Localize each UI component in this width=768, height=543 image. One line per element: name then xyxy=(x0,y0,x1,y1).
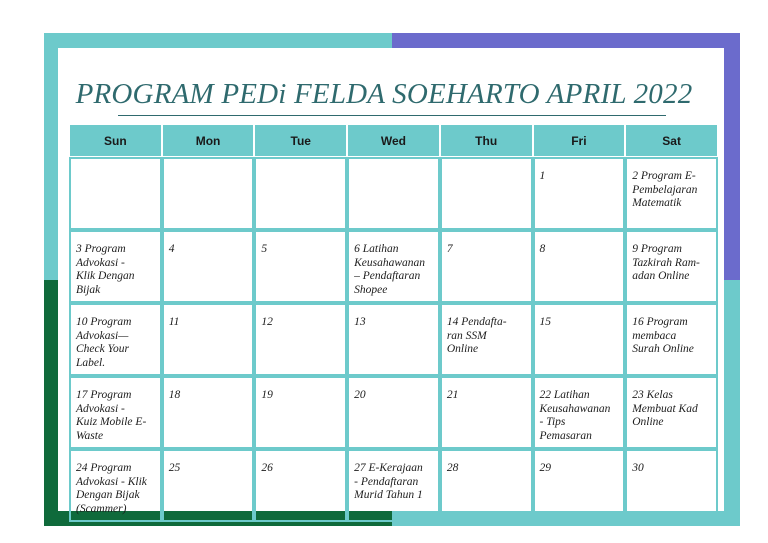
day-cell-text: 12 xyxy=(261,316,273,328)
day-cell xyxy=(533,157,626,230)
day-cell xyxy=(533,230,626,303)
day-cell-text: 9 Program Tazkirah Ram- adan Online xyxy=(632,243,700,283)
day-cell xyxy=(533,376,626,449)
calendar-grid xyxy=(69,124,718,522)
day-cell xyxy=(254,230,347,303)
day-cell-text: 27 E-Kerajaan - Pendaftaran Murid Tahun 1 xyxy=(354,462,423,502)
day-cell-text: 1 xyxy=(539,170,546,182)
week-row xyxy=(69,376,718,449)
day-cell xyxy=(254,157,347,230)
day-cell xyxy=(440,376,533,449)
day-cell-text xyxy=(164,159,253,170)
day-cell-text: 24 Program Advokasi - Klik Dengan Bijak (Scammer) xyxy=(76,462,147,515)
weekday-header: Wed xyxy=(347,124,440,157)
day-cell xyxy=(69,230,162,303)
day-cell xyxy=(625,303,718,376)
day-cell-text: 7 xyxy=(446,243,453,255)
day-cell-text: 17 Program Advokasi - Kuiz Mobile E- Waste xyxy=(76,389,147,442)
day-cell-text: 20 xyxy=(354,389,366,401)
day-cell-text: 21 xyxy=(446,389,459,401)
day-cell-text: 8 xyxy=(539,243,546,255)
week-row xyxy=(69,157,718,230)
day-cell xyxy=(254,376,347,449)
weekday-header: Fri xyxy=(533,124,626,157)
week-row xyxy=(69,449,718,522)
week-row xyxy=(69,303,718,376)
day-cell-text xyxy=(71,159,160,170)
day-cell xyxy=(69,157,162,230)
day-cell xyxy=(625,449,718,522)
day-cell xyxy=(162,157,255,230)
day-cell-text: 26 xyxy=(261,462,273,474)
day-cell xyxy=(69,449,162,522)
day-cell xyxy=(625,376,718,449)
day-cell xyxy=(347,157,440,230)
day-cell-text: 19 xyxy=(261,389,273,401)
day-cell xyxy=(254,303,347,376)
day-cell xyxy=(162,376,255,449)
day-cell-text xyxy=(349,159,438,170)
day-cell xyxy=(533,449,626,522)
day-cell xyxy=(347,303,440,376)
title-underline xyxy=(118,115,666,116)
day-cell-text: 6 Latihan Keusahawanan – Pendaftaran Shopee xyxy=(354,243,426,296)
day-cell xyxy=(440,303,533,376)
day-cell xyxy=(625,157,718,230)
day-cell xyxy=(162,449,255,522)
day-cell xyxy=(440,449,533,522)
day-cell xyxy=(533,303,626,376)
day-cell xyxy=(440,230,533,303)
day-cell-text: 16 Program membaca Surah Online xyxy=(632,316,694,356)
day-cell-text: 5 xyxy=(261,243,268,255)
day-cell-text: 18 xyxy=(168,389,181,401)
week-row xyxy=(69,230,718,303)
day-cell-text: 4 xyxy=(168,243,175,255)
day-cell xyxy=(347,449,440,522)
day-cell-text: 28 xyxy=(446,462,459,474)
day-cell-text xyxy=(256,159,345,170)
weekday-header: Mon xyxy=(162,124,255,157)
day-cell-text: 14 Pendafta- ran SSM Online xyxy=(446,316,507,356)
day-cell xyxy=(69,376,162,449)
day-cell-text: 10 Program Advokasi— Check Your Label. xyxy=(76,316,132,369)
day-cell-text: 25 xyxy=(168,462,181,474)
day-cell-text: 29 xyxy=(539,462,552,474)
day-cell-text xyxy=(442,159,531,170)
day-cell-text: 30 xyxy=(632,462,644,474)
weekday-header: Tue xyxy=(254,124,347,157)
day-cell-text: 13 xyxy=(354,316,366,328)
day-cell xyxy=(625,230,718,303)
day-cell-text: 11 xyxy=(168,316,180,328)
day-cell xyxy=(347,376,440,449)
weekday-header: Thu xyxy=(440,124,533,157)
day-cell-text: 15 xyxy=(539,316,552,328)
weekday-header: Sun xyxy=(69,124,162,157)
day-cell-text: 3 Program Advokasi - Klik Dengan Bijak xyxy=(76,243,135,296)
weekday-header-row xyxy=(69,124,718,157)
day-cell-text: 2 Program E- Pembelajaran Matematik xyxy=(632,170,698,210)
day-cell xyxy=(440,157,533,230)
day-cell xyxy=(162,303,255,376)
day-cell xyxy=(69,303,162,376)
day-cell xyxy=(162,230,255,303)
day-cell-text: 23 Kelas Membuat Kad Online xyxy=(632,389,698,429)
weekday-header: Sat xyxy=(625,124,718,157)
calendar-title: PROGRAM PEDi FELDA SOEHARTO APRIL 2022 xyxy=(75,78,693,110)
day-cell-text: 22 Latihan Keusahawanan - Tips Pemasaran xyxy=(539,389,611,442)
day-cell xyxy=(347,230,440,303)
day-cell xyxy=(254,449,347,522)
